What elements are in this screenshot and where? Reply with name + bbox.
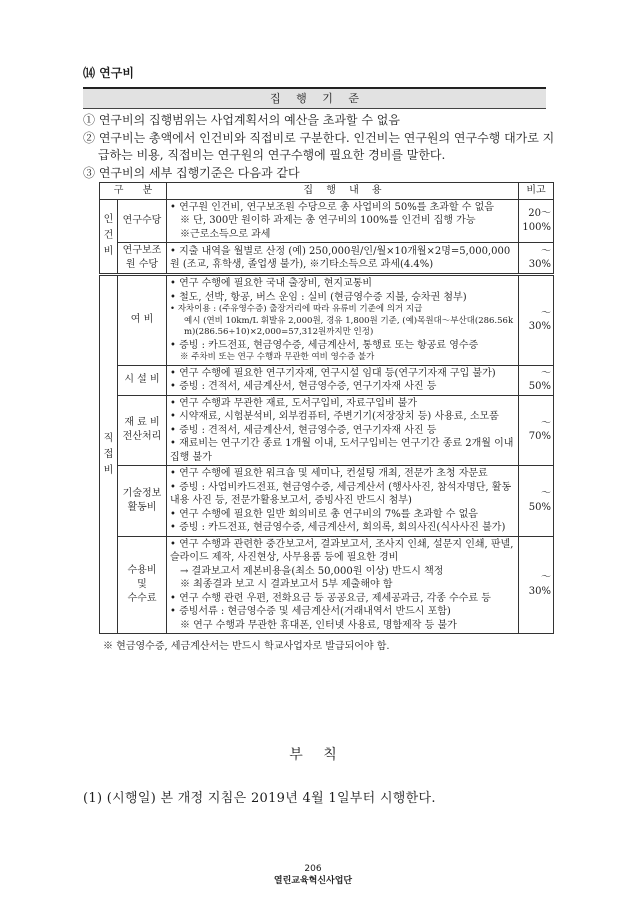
item-label: 수용비 및 수수료	[118, 536, 167, 634]
content-line: • 자차이용 : (주유영수증) 출장거리에 따라 유류비 기준에 의거 지급	[170, 304, 423, 314]
content-line: • 증빙 : 카드전표, 현금영수증, 세금계산서, 통행료 또는 항공료 영수증	[170, 339, 479, 351]
table-header-row	[100, 183, 554, 200]
content-line: ※ 단, 300만 원이하 과제는 총 연구비의 100%를 인건비 집행 가능	[180, 215, 476, 226]
content-line: • 연구 수행에 필요한 연구기자재, 연구시설 임대 등(연구기자재 구입 불가)	[170, 367, 496, 379]
content-cell	[167, 466, 519, 537]
content-line: • 증빙 : 사업비카드전표, 현금영수증, 세금계산서 (행사사진, 참석자명단, 활동내용 사진 등, 전문가활용보고서, 증빙사진 반드시 첨부)	[170, 481, 512, 506]
note-cell: ～50%	[519, 466, 554, 537]
table-row	[100, 536, 554, 634]
content-line: • 지출 내역을 월별로 산정 (예) 250,000원/인/월×10개월×2명=5,000,000원 (조교, 휴학생, 졸업생 불가), ※기타소득으로 과세(4.4%)	[170, 245, 511, 270]
table-row	[100, 466, 554, 537]
rule-item: ② 연구비는 총액에서 인건비와 직접비로 구분한다. 인건비는 연구원의 연구수행 대가로 지급하는 비용, 직접비는 연구원의 연구수행에 필요한 경비를 말한다.	[83, 130, 555, 162]
group-label: 직접비	[103, 432, 114, 476]
header-category: 구 분	[100, 183, 167, 200]
content-line: • 연구 수행 관련 우편, 전화요금 등 공공요금, 제세공과금, 각종 수수료 등	[170, 592, 491, 604]
criteria-header-box	[83, 87, 546, 109]
content-line: • 연구 수행에 필요한 국내 출장비, 현지교통비	[170, 278, 373, 289]
content-cell	[167, 243, 519, 275]
rule-item: ③ 연구비의 세부 집행기준은 다음과 같다	[83, 165, 300, 180]
rule-item: ① 연구비의 집행범위는 사업계획서의 예산을 초과할 수 없음	[83, 113, 400, 127]
content-line: • 시약재료, 시험분석비, 외부컴퓨터, 주변기기(저장장치 등) 사용료, 소모품	[170, 411, 499, 422]
content-line: → 결과보고서 제본비용을(최소 50,000원 이상) 반드시 책정	[180, 565, 444, 577]
group-label-cell	[100, 275, 118, 634]
item-label: 여 비	[118, 275, 167, 366]
budget-table	[99, 182, 554, 634]
content-line: • 연구 수행에 필요한 워크숍 및 세미나, 컨설팅 개최, 전문가 초청 자문료	[170, 468, 488, 479]
content-line: ※ 최종결과 보고 시 결과보고서 5부 제출해야 함	[180, 579, 393, 590]
content-line: ※ 주차비 또는 연구 수행과 무관한 여비 영수증 불가	[180, 352, 375, 362]
content-line: ※ 연구 수행과 무관한 휴대폰, 인터넷 사용료, 명함제작 등 불가	[180, 619, 457, 631]
content-line: • 연구 수행과 관련한 중간보고서, 결과보고서, 조사지 인쇄, 설문지 인쇄, 판넬, 슬라이드 제작, 사진현상, 사무용품 등에 필요한 경비	[170, 538, 514, 563]
content-line: • 증빙 : 견적서, 세금계산서, 현금영수증, 연구기자재 사진 등	[170, 381, 437, 392]
section-title: ⒁ 연구비	[83, 66, 134, 80]
note-cell: 20～100%	[519, 199, 554, 243]
content-line: • 재료비는 연구기간 종료 1개월 이내, 도서구입비는 연구기간 종료 2개월 이내 집행 불가	[170, 438, 514, 463]
item-label: 기술정보 활동비	[118, 466, 167, 537]
table-row	[100, 243, 554, 275]
note-cell: ～30%	[519, 536, 554, 634]
organization-name: 열린교육혁신사업단	[273, 876, 353, 886]
table-footnote: ※ 현금영수증, 세금계산서는 반드시 학교사업자로 발급되어야 함.	[103, 641, 390, 652]
content-line: • 증빙 : 견적서, 세금계산서, 현금영수증, 연구기자재 사진 등	[170, 424, 437, 436]
content-cell	[167, 199, 519, 243]
item-label: 재 료 비 전산처리	[118, 395, 167, 466]
content-line: • 증빙 : 카드전표, 현금영수증, 세금계산서, 회의록, 회의사진(식사사진 불가)	[170, 522, 506, 533]
content-cell	[167, 536, 519, 634]
note-cell: ～50%	[519, 365, 554, 395]
table-row	[100, 395, 554, 466]
content-line: • 철도, 선박, 항공, 버스 운임 : 실비 (현금영수증 지불, 승차권 첨부)	[170, 291, 467, 303]
content-line: 예시 (연비 10km/L 휘발유 2,000원, 경유 1,800원 기준, (예)목원대～부산대(286.56km)(286.56÷10)×2,000=57,312원까지만 인정)	[184, 315, 514, 337]
table-section	[99, 182, 553, 653]
content-cell	[167, 275, 519, 366]
header-note: 비고	[519, 183, 554, 200]
appendix-text: (1) (시행일) 본 개정 지침은 2019년 4월 1일부터 시행한다.	[83, 791, 436, 806]
content-line: • 연구원 인건비, 연구보조원 수당으로 총 사업비의 50%를 초과할 수 없음	[170, 201, 494, 213]
table-row	[100, 275, 554, 366]
content-line: ※근로소득으로 과세	[180, 228, 271, 240]
content-line: • 증빙서류 : 현금영수증 및 세금계산서(거래내역서 반드시 포함)	[170, 606, 451, 617]
content-line: • 연구 수행과 무관한 재료, 도서구입비, 자료구입비 불가	[170, 397, 418, 409]
note-cell: ～30%	[519, 275, 554, 366]
group-label-cell	[100, 199, 118, 275]
page-number: 206	[304, 864, 322, 874]
note-cell: ～70%	[519, 395, 554, 466]
note-cell: ～30%	[519, 243, 554, 275]
content-line: • 연구 수행에 필요한 일반 회의비로 총 연구비의 7%를 초과할 수 없음	[170, 508, 478, 520]
content-cell	[167, 395, 519, 466]
appendix-title: 부 칙	[289, 747, 345, 763]
item-label: 연구보조 원 수당	[118, 243, 167, 275]
table-row	[100, 199, 554, 243]
rules-list	[83, 112, 561, 182]
table-row	[100, 365, 554, 395]
item-label: 연구수당	[118, 199, 167, 243]
item-label: 시 설 비	[118, 365, 167, 395]
content-cell	[167, 365, 519, 395]
group-label: 인건비	[103, 214, 114, 258]
criteria-header-text: 집 행 기 준	[270, 92, 365, 105]
header-content: 집 행 내 용	[167, 183, 519, 200]
